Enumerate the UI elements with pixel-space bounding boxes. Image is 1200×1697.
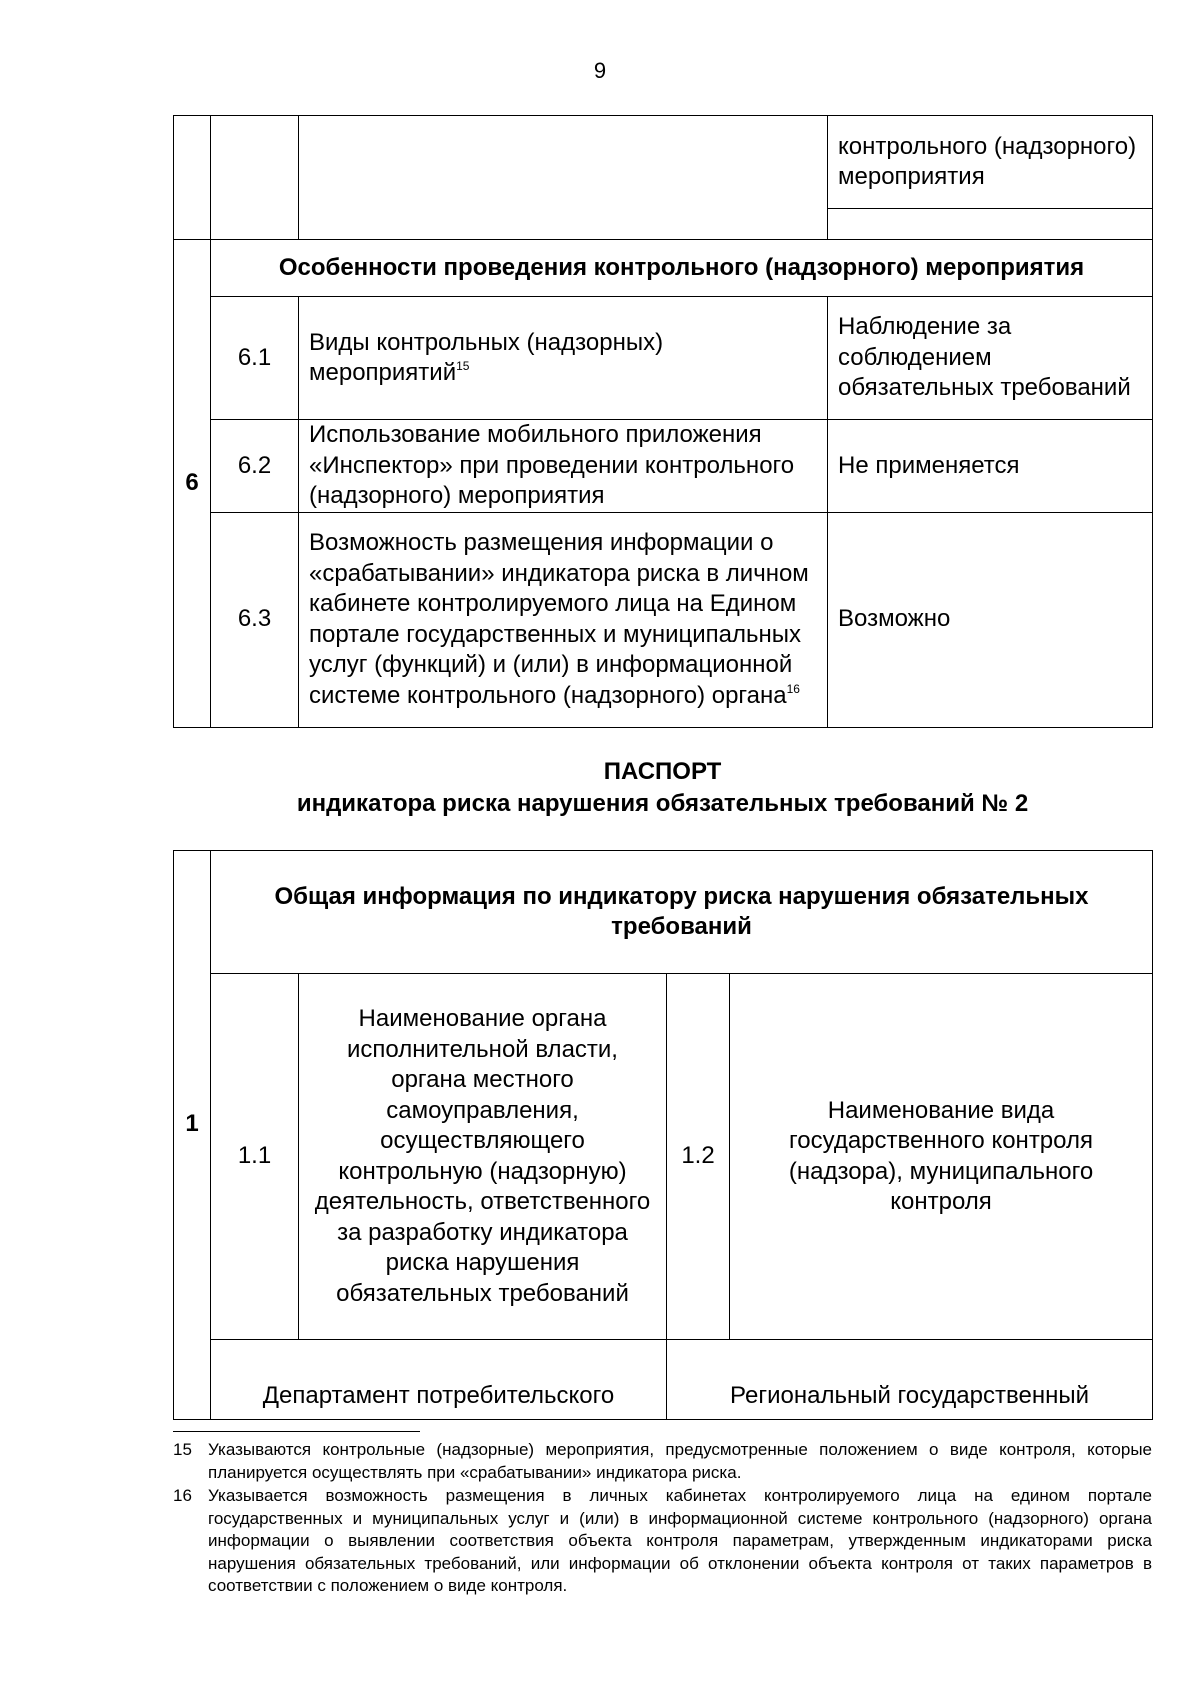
footnote-ref[interactable]: 15	[456, 359, 470, 373]
risk-indicator-table-continued	[173, 115, 1153, 728]
row-label: Использование мобильного приложения «Инспектор» при проведении контрольного (надзорного) мероприятия	[299, 420, 828, 513]
field-number: 1.1	[211, 974, 299, 1340]
table-row	[174, 1340, 1153, 1420]
table-row	[174, 240, 1153, 297]
table-row	[174, 512, 1153, 727]
row-number: 6.1	[211, 297, 299, 420]
table-row	[174, 974, 1153, 1340]
footnote-ref[interactable]: 16	[786, 681, 800, 696]
row-label: Виды контрольных (надзорных) мероприятий$^{15}$	[299, 297, 828, 420]
footnote-text: Указываются контрольные (надзорные) мероприятия, предусмотренные положением о виде контроля, которые планируется осуществлять при «срабатывании» индикатора риска.	[208, 1440, 1152, 1482]
field-value: Региональный государственный	[667, 1340, 1153, 1420]
footnote	[173, 1485, 1152, 1598]
row-value: Наблюдение за соблюдением обязательных требований	[828, 297, 1153, 420]
table-row	[174, 420, 1153, 513]
table-row	[174, 851, 1153, 974]
footnote-number: 15	[173, 1440, 192, 1459]
footnote-text: Указывается возможность размещения в личных кабинетах контролируемого лица на едином портале государственных и муниципальных услуг и (или) в информационной системе контрольного (надзорного) органа информации о выявлении соответствия объекта контроля параметрам, утвержденным индикаторами риска нарушения обязательных требований, или информации об отклонении объекта контроля от таких параметров в соответствии с положением о виде контроля.	[208, 1486, 1152, 1595]
page-number: 9	[593, 58, 607, 83]
table-row	[174, 116, 1153, 209]
passport-subtitle: индикатора риска нарушения обязательных требований № 2	[296, 790, 1029, 817]
field-number: 1.2	[667, 974, 730, 1340]
footnote-number: 16	[173, 1486, 192, 1505]
prev-row-value-tail: контрольного (надзорного) мероприятия	[828, 116, 1153, 209]
passport-table	[173, 850, 1153, 1420]
passport-title: ПАСПОРТ	[603, 758, 722, 785]
footnote-separator	[173, 1431, 420, 1432]
row-value: Возможно	[828, 512, 1153, 727]
section-title: Особенности проведения контрольного (надзорного) мероприятия	[211, 240, 1153, 297]
section-title: Общая информация по индикатору риска нарушения обязательных требований	[211, 851, 1153, 974]
footnote	[173, 1439, 1152, 1484]
section-number: 6	[174, 240, 211, 728]
table-row	[174, 297, 1153, 420]
section-number: 1	[174, 851, 211, 1420]
row-value: Не применяется	[828, 420, 1153, 513]
row-label: Возможность размещения информации о «срабатывании» индикатора риска в личном кабинете контролируемого лица на Едином портале государственных и муниципальных услуг (функций) и (или) в информационной системе контрольного (надзорного) органа$^{16}$	[299, 512, 828, 727]
row-number: 6.3	[211, 512, 299, 727]
field-label: Наименование вида государственного контроля (надзора), муниципального контроля	[730, 974, 1153, 1340]
field-value: Департамент потребительского	[211, 1340, 667, 1420]
row-number: 6.2	[211, 420, 299, 513]
field-label: Наименование органа исполнительной власти, органа местного самоуправления, осуществляющего контрольную (надзорную) деятельность, ответственного за разработку индикатора риска нарушения обязательных требований	[299, 974, 667, 1340]
